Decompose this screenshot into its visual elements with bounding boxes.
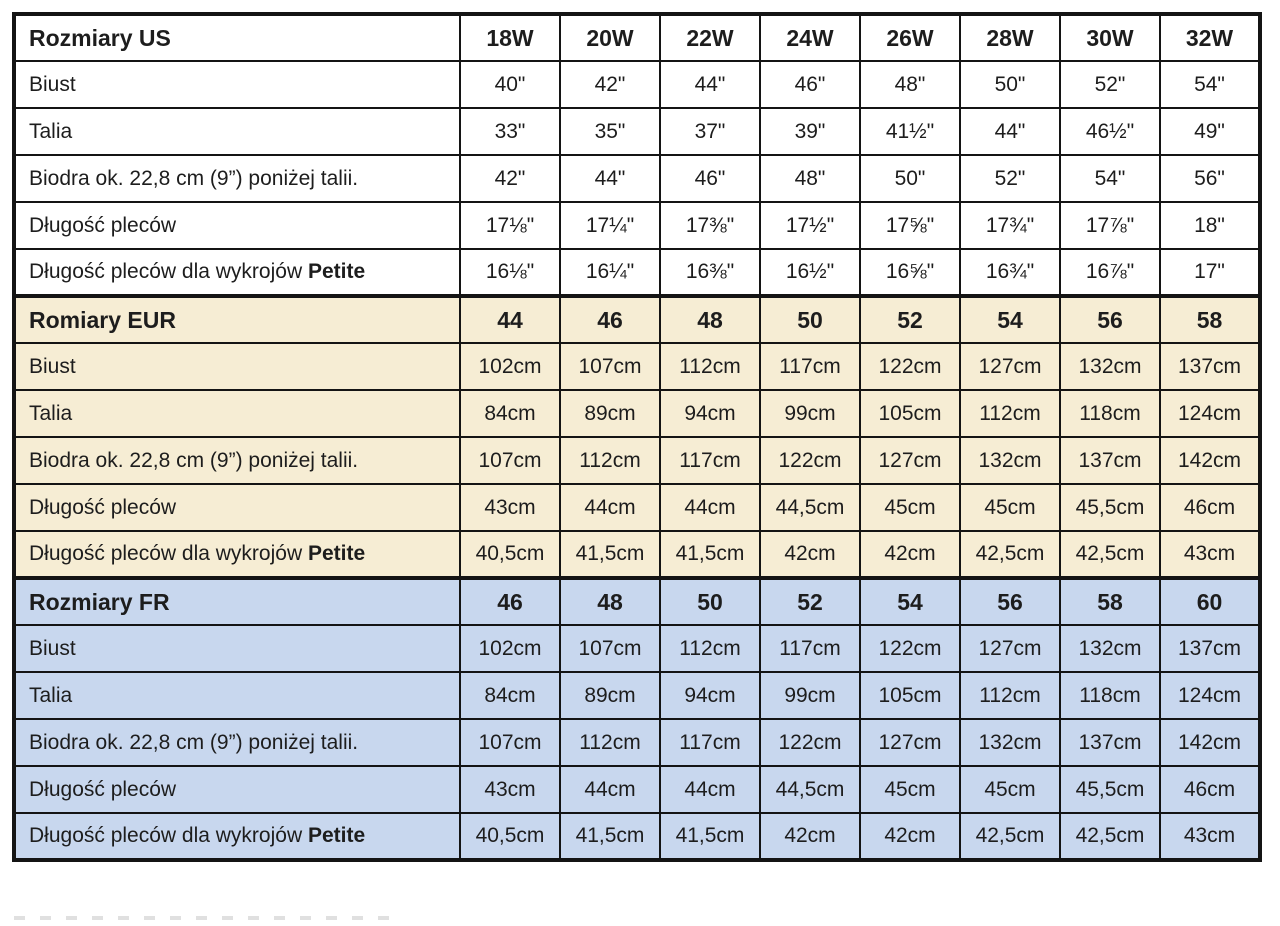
section-us-size-header: 30W — [1060, 14, 1160, 61]
value-cell: 45cm — [960, 766, 1060, 813]
row-label-text: Biodra ok. 22,8 cm (9”) poniżej talii. — [29, 166, 359, 190]
section-fr-size-header: 48 — [560, 578, 660, 625]
section-us-size-header: 32W — [1160, 14, 1260, 61]
section-eur-size-header: 46 — [560, 296, 660, 343]
value-cell: 50" — [960, 61, 1060, 108]
value-cell: 56" — [1160, 155, 1260, 202]
value-cell: 117cm — [760, 343, 860, 390]
table-row — [14, 719, 1260, 766]
row-label-bold-text: Petite — [307, 260, 366, 283]
value-cell: 42cm — [760, 531, 860, 578]
value-cell: 40,5cm — [460, 813, 560, 860]
value-cell: 137cm — [1160, 343, 1260, 390]
value-cell: 46" — [760, 61, 860, 108]
value-cell: 40,5cm — [460, 531, 560, 578]
table-row — [14, 766, 1260, 813]
value-cell: 89cm — [560, 672, 660, 719]
value-cell: 142cm — [1160, 719, 1260, 766]
value-cell: 99cm — [760, 390, 860, 437]
value-cell: 16⅞" — [1060, 249, 1160, 296]
value-cell: 42,5cm — [960, 813, 1060, 860]
row-label — [14, 390, 460, 437]
row-label — [14, 437, 460, 484]
value-cell: 132cm — [1060, 343, 1160, 390]
section-us-title: Rozmiary US — [14, 14, 460, 61]
table-row — [14, 484, 1260, 531]
value-cell: 42cm — [860, 813, 960, 860]
value-cell: 18" — [1160, 202, 1260, 249]
value-cell: 124cm — [1160, 672, 1260, 719]
value-cell: 112cm — [960, 390, 1060, 437]
row-label-text: Biust — [29, 636, 76, 660]
value-cell: 102cm — [460, 625, 560, 672]
value-cell: 137cm — [1060, 719, 1160, 766]
row-label-text: Biust — [29, 354, 76, 378]
value-cell: 17⅞" — [1060, 202, 1160, 249]
section-us-header-row — [14, 14, 1260, 61]
value-cell: 52" — [1060, 61, 1160, 108]
section-us-size-header: 18W — [460, 14, 560, 61]
value-cell: 50" — [860, 155, 960, 202]
value-cell: 16⅜" — [660, 249, 760, 296]
value-cell: 41,5cm — [660, 813, 760, 860]
value-cell: 54" — [1060, 155, 1160, 202]
row-label — [14, 108, 460, 155]
value-cell: 45,5cm — [1060, 484, 1160, 531]
row-label — [14, 249, 460, 296]
value-cell: 122cm — [760, 437, 860, 484]
value-cell: 84cm — [460, 672, 560, 719]
value-cell: 37" — [660, 108, 760, 155]
section-eur-size-header: 54 — [960, 296, 1060, 343]
value-cell: 42" — [560, 61, 660, 108]
value-cell: 44" — [560, 155, 660, 202]
section-us-size-header: 20W — [560, 14, 660, 61]
value-cell: 107cm — [560, 625, 660, 672]
value-cell: 127cm — [960, 343, 1060, 390]
row-label — [14, 155, 460, 202]
value-cell: 17" — [1160, 249, 1260, 296]
value-cell: 46" — [660, 155, 760, 202]
value-cell: 42,5cm — [960, 531, 1060, 578]
row-label-text: Długość pleców dla wykrojów — [29, 260, 308, 283]
value-cell: 17¼" — [560, 202, 660, 249]
value-cell: 105cm — [860, 672, 960, 719]
value-cell: 89cm — [560, 390, 660, 437]
value-cell: 118cm — [1060, 390, 1160, 437]
section-us-size-header: 28W — [960, 14, 1060, 61]
section-fr-size-header: 58 — [1060, 578, 1160, 625]
value-cell: 48" — [760, 155, 860, 202]
row-label — [14, 202, 460, 249]
value-cell: 107cm — [560, 343, 660, 390]
table-row — [14, 61, 1260, 108]
row-label-text: Długość pleców — [29, 777, 177, 801]
row-label-text: Talia — [29, 683, 73, 707]
value-cell: 137cm — [1060, 437, 1160, 484]
table-row — [14, 672, 1260, 719]
value-cell: 117cm — [660, 437, 760, 484]
value-cell: 39" — [760, 108, 860, 155]
table-row — [14, 202, 1260, 249]
value-cell: 17⅝" — [860, 202, 960, 249]
value-cell: 41,5cm — [560, 531, 660, 578]
value-cell: 43cm — [1160, 813, 1260, 860]
table-row — [14, 531, 1260, 578]
size-chart-body — [14, 14, 1260, 860]
value-cell: 117cm — [760, 625, 860, 672]
value-cell: 42cm — [760, 813, 860, 860]
value-cell: 42" — [460, 155, 560, 202]
value-cell: 42cm — [860, 531, 960, 578]
value-cell: 132cm — [1060, 625, 1160, 672]
value-cell: 44cm — [560, 484, 660, 531]
value-cell: 127cm — [860, 719, 960, 766]
table-row — [14, 155, 1260, 202]
value-cell: 107cm — [460, 437, 560, 484]
value-cell: 122cm — [860, 625, 960, 672]
value-cell: 45cm — [860, 484, 960, 531]
value-cell: 112cm — [660, 625, 760, 672]
table-row — [14, 249, 1260, 296]
row-label-text: Biodra ok. 22,8 cm (9”) poniżej talii. — [29, 448, 359, 472]
value-cell: 17⅜" — [660, 202, 760, 249]
value-cell: 122cm — [860, 343, 960, 390]
value-cell: 16¼" — [560, 249, 660, 296]
value-cell: 127cm — [960, 625, 1060, 672]
value-cell: 127cm — [860, 437, 960, 484]
value-cell: 44,5cm — [760, 766, 860, 813]
value-cell: 94cm — [660, 390, 760, 437]
value-cell: 112cm — [560, 719, 660, 766]
value-cell: 17½" — [760, 202, 860, 249]
value-cell: 112cm — [560, 437, 660, 484]
row-label-text: Talia — [29, 119, 73, 143]
value-cell: 43cm — [1160, 531, 1260, 578]
value-cell: 44" — [960, 108, 1060, 155]
value-cell: 17¾" — [960, 202, 1060, 249]
section-eur-size-header: 58 — [1160, 296, 1260, 343]
row-label-text: Biodra ok. 22,8 cm (9”) poniżej talii. — [29, 730, 359, 754]
value-cell: 142cm — [1160, 437, 1260, 484]
section-fr-size-header: 54 — [860, 578, 960, 625]
section-fr-size-header: 60 — [1160, 578, 1260, 625]
value-cell: 46cm — [1160, 484, 1260, 531]
value-cell: 122cm — [760, 719, 860, 766]
value-cell: 52" — [960, 155, 1060, 202]
value-cell: 17⅛" — [460, 202, 560, 249]
row-label-text: Talia — [29, 401, 73, 425]
value-cell: 124cm — [1160, 390, 1260, 437]
value-cell: 107cm — [460, 719, 560, 766]
value-cell: 48" — [860, 61, 960, 108]
section-eur-size-header: 44 — [460, 296, 560, 343]
value-cell: 41½" — [860, 108, 960, 155]
row-label — [14, 672, 460, 719]
section-fr-size-header: 46 — [460, 578, 560, 625]
cutoff-print-artifact — [14, 916, 404, 920]
row-label-text: Długość pleców dla wykrojów — [29, 824, 308, 847]
row-label-text: Długość pleców — [29, 213, 177, 237]
table-row — [14, 343, 1260, 390]
value-cell: 35" — [560, 108, 660, 155]
value-cell: 112cm — [960, 672, 1060, 719]
row-label — [14, 719, 460, 766]
row-label — [14, 813, 460, 860]
value-cell: 102cm — [460, 343, 560, 390]
value-cell: 46½" — [1060, 108, 1160, 155]
value-cell: 42,5cm — [1060, 531, 1160, 578]
section-fr-size-header: 52 — [760, 578, 860, 625]
row-label-bold-text: Petite — [307, 824, 366, 847]
table-row — [14, 390, 1260, 437]
value-cell: 41,5cm — [560, 813, 660, 860]
row-label-text: Długość pleców — [29, 495, 177, 519]
value-cell: 16⅝" — [860, 249, 960, 296]
value-cell: 117cm — [660, 719, 760, 766]
section-us-size-header: 24W — [760, 14, 860, 61]
row-label-bold-text: Petite — [307, 542, 366, 565]
value-cell: 45cm — [960, 484, 1060, 531]
section-fr-header-row — [14, 578, 1260, 625]
value-cell: 112cm — [660, 343, 760, 390]
section-eur-size-header: 52 — [860, 296, 960, 343]
value-cell: 41,5cm — [660, 531, 760, 578]
value-cell: 44" — [660, 61, 760, 108]
value-cell: 44cm — [560, 766, 660, 813]
value-cell: 44cm — [660, 766, 760, 813]
value-cell: 44,5cm — [760, 484, 860, 531]
value-cell: 94cm — [660, 672, 760, 719]
section-fr-size-header: 50 — [660, 578, 760, 625]
section-fr-title: Rozmiary FR — [14, 578, 460, 625]
row-label — [14, 343, 460, 390]
section-fr-size-header: 56 — [960, 578, 1060, 625]
value-cell: 137cm — [1160, 625, 1260, 672]
section-eur-size-header: 50 — [760, 296, 860, 343]
value-cell: 40" — [460, 61, 560, 108]
section-eur-header-row — [14, 296, 1260, 343]
value-cell: 42,5cm — [1060, 813, 1160, 860]
value-cell: 16⅛" — [460, 249, 560, 296]
row-label-text: Długość pleców dla wykrojów — [29, 542, 308, 565]
value-cell: 45,5cm — [1060, 766, 1160, 813]
value-cell: 99cm — [760, 672, 860, 719]
row-label — [14, 61, 460, 108]
value-cell: 84cm — [460, 390, 560, 437]
value-cell: 49" — [1160, 108, 1260, 155]
row-label — [14, 531, 460, 578]
value-cell: 132cm — [960, 719, 1060, 766]
row-label — [14, 625, 460, 672]
section-eur-size-header: 56 — [1060, 296, 1160, 343]
row-label — [14, 766, 460, 813]
row-label-text: Biust — [29, 72, 76, 96]
value-cell: 45cm — [860, 766, 960, 813]
section-eur-title: Romiary EUR — [14, 296, 460, 343]
value-cell: 33" — [460, 108, 560, 155]
value-cell: 44cm — [660, 484, 760, 531]
value-cell: 43cm — [460, 484, 560, 531]
value-cell: 16¾" — [960, 249, 1060, 296]
value-cell: 132cm — [960, 437, 1060, 484]
table-row — [14, 813, 1260, 860]
value-cell: 54" — [1160, 61, 1260, 108]
row-label — [14, 484, 460, 531]
table-row — [14, 108, 1260, 155]
value-cell: 43cm — [460, 766, 560, 813]
section-eur-size-header: 48 — [660, 296, 760, 343]
value-cell: 118cm — [1060, 672, 1160, 719]
table-row — [14, 437, 1260, 484]
table-row — [14, 625, 1260, 672]
value-cell: 46cm — [1160, 766, 1260, 813]
value-cell: 16½" — [760, 249, 860, 296]
size-chart-table — [12, 12, 1262, 862]
section-us-size-header: 22W — [660, 14, 760, 61]
value-cell: 105cm — [860, 390, 960, 437]
section-us-size-header: 26W — [860, 14, 960, 61]
